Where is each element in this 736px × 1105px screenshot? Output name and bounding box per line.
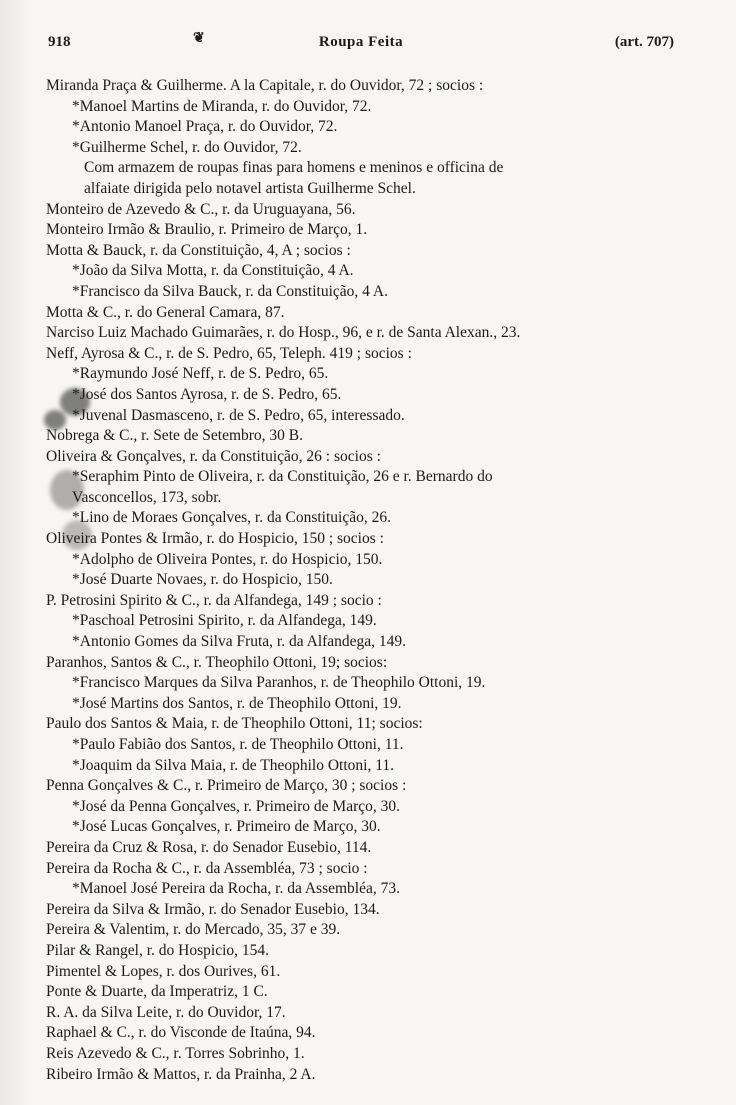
firm-entry: Oliveira & Gonçalves, r. da Constituição, 26 : socios : bbox=[46, 447, 381, 465]
firm-entry: Paranhos, Santos & C., r. Theophilo Ottoni, 19; socios: bbox=[46, 653, 388, 671]
firm-entry: Pereira da Rocha & C., r. da Assembléa, 73 ; socio : bbox=[46, 859, 368, 877]
partner-entry: *Guilherme Schel, r. do Ouvidor, 72. bbox=[72, 138, 302, 156]
partner-entry: *Antonio Manoel Praça, r. do Ouvidor, 72. bbox=[72, 118, 338, 136]
firm-entry: Miranda Praça & Guilherme. A la Capitale, r. do Ouvidor, 72 ; socios : bbox=[46, 77, 484, 94]
partner-entry: *José Duarte Novaes, r. do Hospicio, 150. bbox=[72, 571, 333, 589]
entry-list bbox=[0, 76, 736, 1085]
firm-entry: Monteiro de Azevedo & C., r. da Uruguayana, 56. bbox=[46, 200, 356, 218]
firm-entry: Ponte & Duarte, da Imperatriz, 1 C. bbox=[46, 983, 268, 1001]
firm-entry: Motta & C., r. do General Camara, 87. bbox=[46, 303, 285, 321]
partner-entry: *Francisco Marques da Silva Paranhos, r. de Theophilo Ottoni, 19. bbox=[72, 674, 486, 692]
partner-entry: *Manoel José Pereira da Rocha, r. da Assembléa, 73. bbox=[72, 880, 400, 898]
section-reference: (art. 707) bbox=[614, 34, 674, 50]
partner-entry: *Raymundo José Neff, r. de S. Pedro, 65. bbox=[72, 365, 329, 383]
firm-entry: Ribeiro Irmão & Mattos, r. da Prainha, 2 A. bbox=[46, 1065, 316, 1083]
firm-entry: Monteiro Irmão & Braulio, r. Primeiro de Março, 1. bbox=[46, 221, 368, 239]
partner-entry: *Francisco da Silva Bauck, r. da Constituição, 4 A. bbox=[72, 282, 388, 300]
partner-entry: *José Lucas Gonçalves, r. Primeiro de Março, 30. bbox=[72, 818, 381, 836]
partner-entry: *João da Silva Motta, r. da Constituição, 4 A. bbox=[72, 262, 354, 280]
running-title: Roupa Feita bbox=[318, 34, 404, 50]
firm-entry: Penna Gonçalves & C., r. Primeiro de Março, 30 ; socios : bbox=[46, 777, 407, 795]
partner-entry: *Paulo Fabião dos Santos, r. de Theophilo Ottoni, 11. bbox=[72, 736, 404, 753]
partner-entry: *Antonio Gomes da Silva Fruta, r. da Alfandega, 149. bbox=[72, 633, 407, 651]
partner-entry: *José dos Santos Ayrosa, r. de S. Pedro, 65. bbox=[72, 385, 342, 403]
firm-entry: Paulo dos Santos & Maia, r. de Theophilo Ottoni, 11; socios: bbox=[46, 715, 423, 733]
partner-entry: Com armazem de roupas finas para homens e meninos e officina de bbox=[84, 159, 504, 177]
firm-entry: Pilar & Rangel, r. do Hospicio, 154. bbox=[46, 941, 270, 959]
page-header bbox=[48, 31, 674, 58]
firm-entry: Oliveira Pontes & Irmão, r. do Hospicio, 150 ; socios : bbox=[46, 530, 384, 548]
ornament-icon: ❦ bbox=[193, 31, 205, 46]
firm-entry: Motta & Bauck, r. da Constituição, 4, A ; socios : bbox=[46, 241, 351, 259]
firm-entry: P. Petrosini Spirito & C., r. da Alfandega, 149 ; socio : bbox=[46, 591, 382, 609]
firm-entry: Pereira & Valentim, r. do Mercado, 35, 37 e 39. bbox=[46, 921, 341, 939]
firm-entry: Neff, Ayrosa & C., r. de S. Pedro, 65, Teleph. 419 ; socios : bbox=[46, 344, 412, 362]
firm-entry: Nobrega & C., r. Sete de Setembro, 30 B. bbox=[46, 427, 303, 445]
partner-entry: *Joaquim da Silva Maia, r. de Theophilo Ottoni, 11. bbox=[72, 756, 395, 774]
partner-entry: *José da Penna Gonçalves, r. Primeiro de Março, 30. bbox=[72, 797, 401, 815]
partner-entry: Vasconcellos, 173, sobr. bbox=[72, 488, 222, 506]
firm-entry: Reis Azevedo & C., r. Torres Sobrinho, 1. bbox=[46, 1044, 305, 1062]
partner-entry: *Lino de Moraes Gonçalves, r. da Constituição, 26. bbox=[72, 509, 391, 527]
firm-entry: Pimentel & Lopes, r. dos Ourives, 61. bbox=[46, 962, 281, 980]
partner-entry: *José Martins dos Santos, r. de Theophilo Ottoni, 19. bbox=[72, 694, 402, 712]
partner-entry: *Seraphim Pinto de Oliveira, r. da Constituição, 26 e r. Bernardo do bbox=[72, 468, 493, 486]
partner-entry: *Adolpho de Oliveira Pontes, r. do Hospicio, 150. bbox=[72, 550, 383, 568]
firm-entry: Pereira da Silva & Irmão, r. do Senador Eusebio, 134. bbox=[46, 900, 380, 918]
firm-entry: Pereira da Cruz & Rosa, r. do Senador Eusebio, 114. bbox=[46, 838, 372, 856]
firm-entry: Narciso Luiz Machado Guimarães, r. do Hosp., 96, e r. de Santa Alexan., 23. bbox=[46, 324, 521, 342]
partner-entry: alfaiate dirigida pelo notavel artista Guilherme Schel. bbox=[84, 179, 416, 197]
partner-entry: *Manoel Martins de Miranda, r. do Ouvidor, 72. bbox=[72, 97, 372, 115]
firm-entry: R. A. da Silva Leite, r. do Ouvidor, 17. bbox=[46, 1003, 286, 1021]
firm-entry: Raphael & C., r. do Visconde de Itaúna, 94. bbox=[46, 1024, 316, 1042]
partner-entry: *Paschoal Petrosini Spirito, r. da Alfandega, 149. bbox=[72, 612, 377, 630]
page-number: 918 bbox=[48, 34, 71, 50]
partner-entry: *Juvenal Dasmasceno, r. de S. Pedro, 65, interessado. bbox=[72, 406, 405, 424]
